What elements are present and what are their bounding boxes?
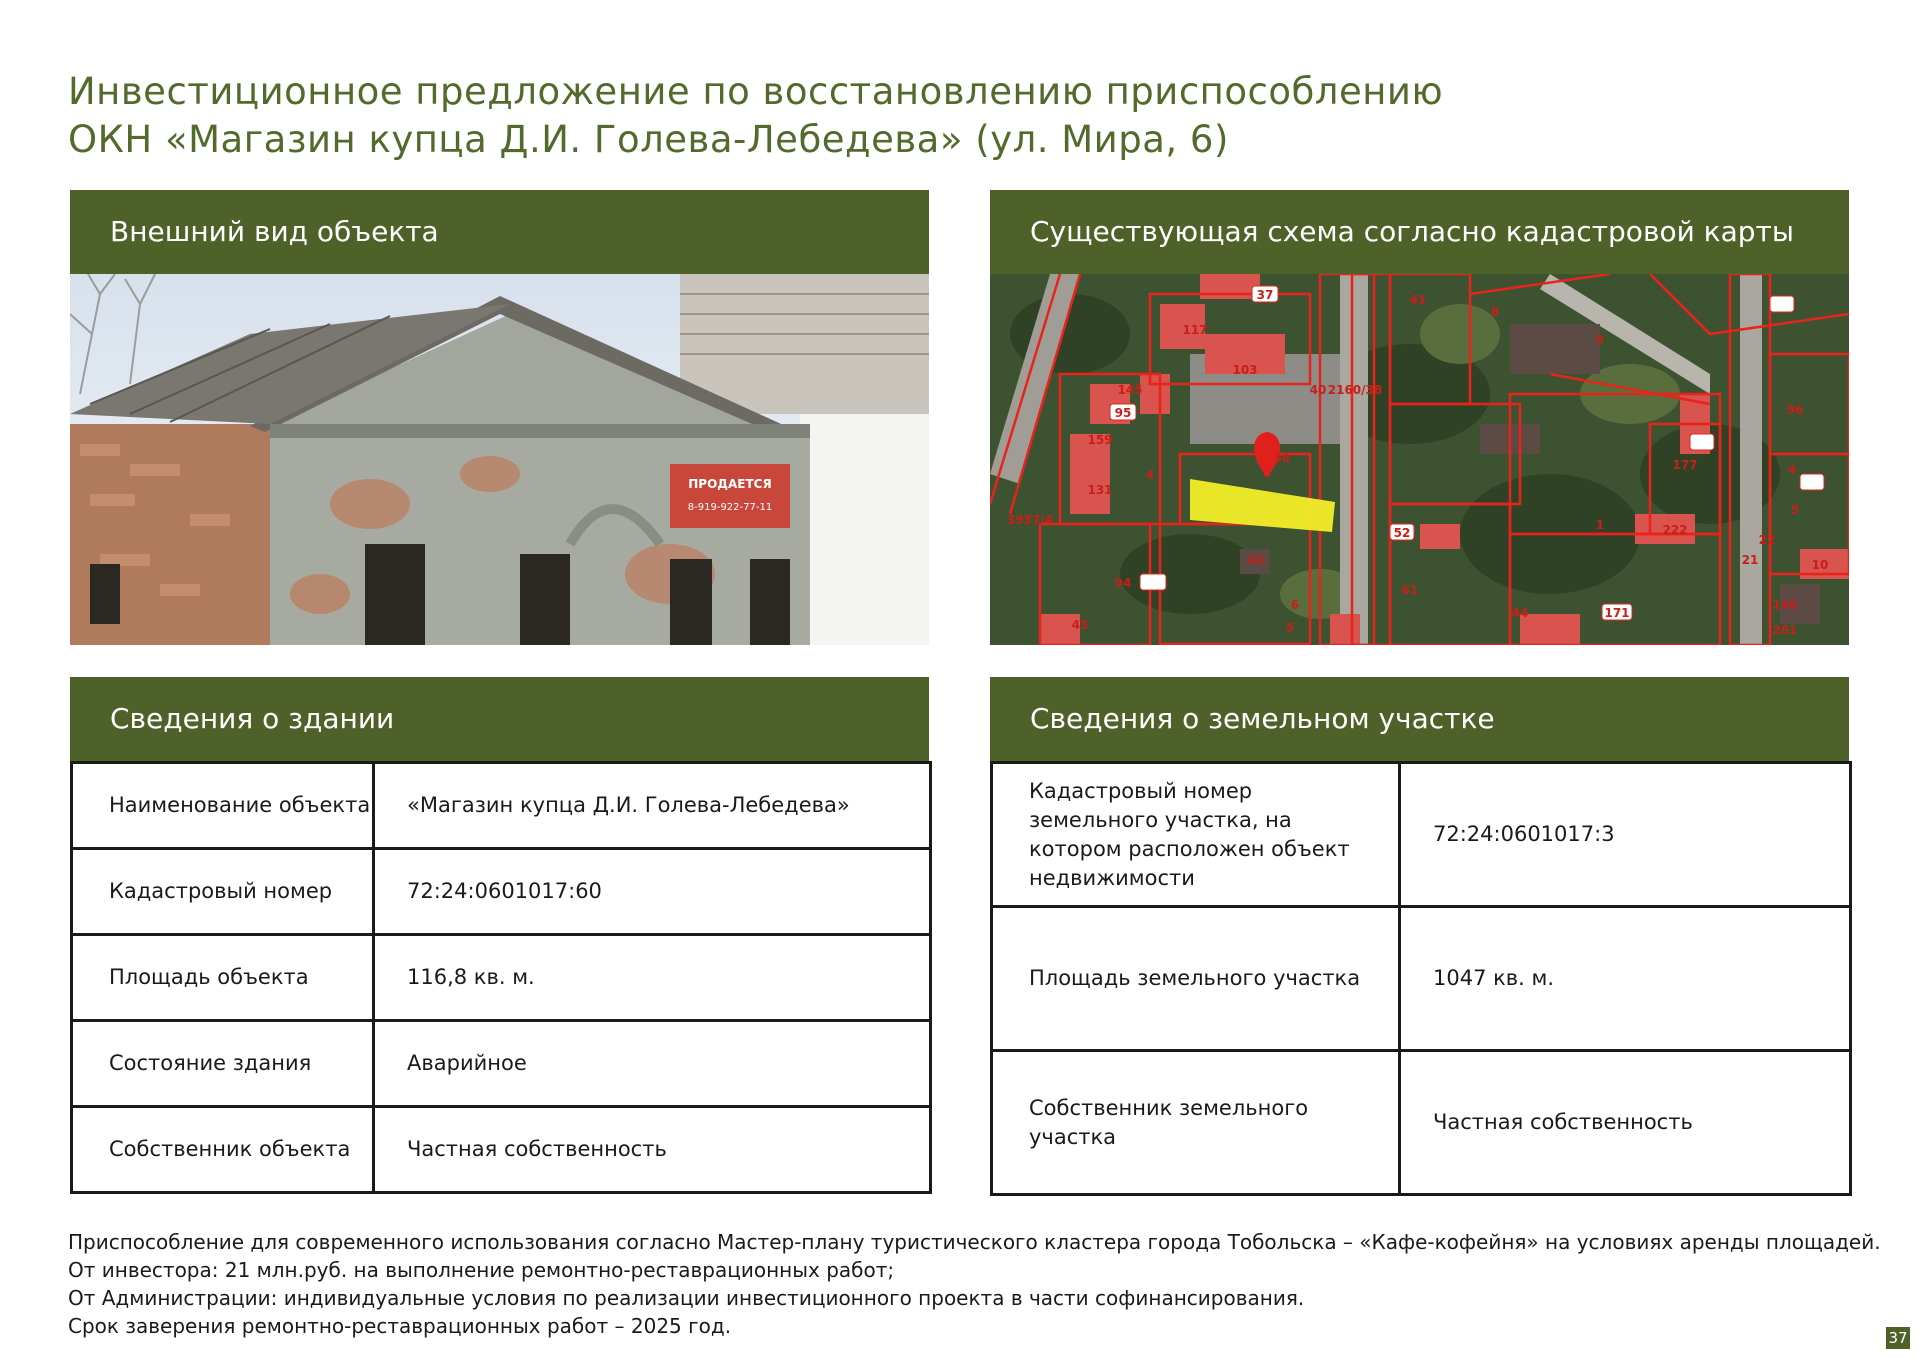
map-label: 52: [1393, 526, 1411, 540]
map-label: 41: [1409, 293, 1427, 307]
sale-sign-phone: 8-919-922-77-11: [687, 502, 773, 513]
land-value-cadastral: 72:24:0601017:3: [1400, 763, 1851, 907]
map-label: 95: [1114, 406, 1132, 420]
map-label: 145: [1117, 383, 1143, 397]
building-label-owner: Собственник объекта: [72, 1107, 374, 1193]
map-label: 1: [1595, 518, 1605, 532]
map-label: 38: [1273, 451, 1291, 465]
land-label-area: Площадь земельного участка: [992, 907, 1400, 1051]
map-label: 171: [1604, 606, 1630, 620]
building-info-table: [70, 761, 932, 1194]
table-row: [72, 763, 931, 849]
table-row: [992, 907, 1851, 1051]
map-label: 61: [1401, 583, 1419, 597]
footer-line-3: От Администрации: индивидуальные условия по реализации инвестиционного проекта в части софинансирования.: [68, 1286, 1305, 1310]
map-label: 10: [1811, 558, 1829, 572]
land-info-table: [990, 761, 1852, 1196]
table-row: [72, 849, 931, 935]
building-label-condition: Состояние здания: [72, 1021, 374, 1107]
cadastral-panel-heading: Существующая схема согласно кадастровой карты: [990, 190, 1849, 274]
map-label: 8: [1490, 305, 1500, 319]
map-label: 44: [1511, 606, 1529, 620]
exterior-panel-heading: Внешний вид объекта: [70, 190, 929, 274]
cadastral-map: [990, 274, 1849, 645]
table-row: [72, 1107, 931, 1193]
building-value-owner: Частная собственность: [374, 1107, 931, 1193]
map-label: 146: [1772, 598, 1798, 612]
building-value-name: «Магазин купца Д.И. Голева-Лебедева»: [374, 763, 931, 849]
map-label: 117: [1182, 323, 1208, 337]
land-value-area: 1047 кв. м.: [1400, 907, 1851, 1051]
building-label-cadastral: Кадастровый номер: [72, 849, 374, 935]
map-label: 4: [1787, 463, 1797, 477]
map-label: 94: [1114, 576, 1132, 590]
map-label: 22: [1758, 533, 1776, 547]
map-label: 103: [1232, 363, 1258, 377]
building-value-area: 116,8 кв. м.: [374, 935, 931, 1021]
map-label: 43: [1071, 618, 1089, 632]
land-label-cadastral: Кадастровый номер земельного участка, на котором расположен объект недвижимости: [992, 763, 1400, 907]
building-photo: [70, 274, 929, 645]
map-label: 4: [1145, 468, 1155, 482]
table-row: [72, 1021, 931, 1107]
land-label-owner: Собственник земельного участка: [992, 1051, 1400, 1195]
footer-line-2: От инвестора: 21 млн.руб. на выполнение ремонтно-реставрационных работ;: [68, 1258, 895, 1282]
building-value-cadastral: 72:24:0601017:60: [374, 849, 931, 935]
map-label: 131: [1087, 483, 1113, 497]
table-row: [992, 1051, 1851, 1195]
map-label: 9: [1595, 333, 1605, 347]
map-label: 2160/38: [1327, 383, 1383, 397]
map-label: 21: [1741, 553, 1759, 567]
page-title: [68, 68, 1568, 164]
map-label: 159: [1087, 433, 1113, 447]
map-label: 40: [1309, 383, 1327, 397]
table-row: [72, 935, 931, 1021]
map-label: 5: [1790, 503, 1800, 517]
map-label: 6: [1290, 598, 1300, 612]
map-label: 222: [1662, 523, 1688, 537]
building-info-heading: Сведения о здании: [70, 677, 929, 761]
map-label: 42: [1247, 553, 1265, 567]
building-label-area: Площадь объекта: [72, 935, 374, 1021]
map-label: 37: [1256, 288, 1274, 302]
page-title-line-2: ОКН «Магазин купца Д.И. Голева-Лебедева» (ул. Мира, 6): [68, 118, 1229, 161]
footer-line-4: Срок заверения ремонтно-реставрационных работ – 2025 год.: [68, 1314, 732, 1338]
building-label-name: Наименование объекта: [72, 763, 374, 849]
land-info-heading: Сведения о земельном участке: [990, 677, 1849, 761]
building-value-condition: Аварийное: [374, 1021, 931, 1107]
page-number: 37: [1886, 1327, 1910, 1349]
page-title-line-1: Инвестиционное предложение по восстановлению приспособлению: [68, 70, 1444, 113]
table-row: [992, 763, 1851, 907]
footer-notes: [68, 1228, 1881, 1340]
map-label: 96: [1786, 403, 1804, 417]
footer-line-1: Приспособление для современного использования согласно Мастер-плану туристического кластера города Тобольска – «Кафе-кофейня» на условиях аренды площадей.: [68, 1230, 1881, 1254]
sale-sign-text: ПРОДАЕТСЯ: [688, 477, 772, 491]
map-label: 5: [1285, 621, 1295, 635]
map-label: 177: [1672, 458, 1698, 472]
map-label: 3957/4: [1006, 513, 1054, 527]
map-label: 261: [1772, 623, 1798, 637]
land-value-owner: Частная собственность: [1400, 1051, 1851, 1195]
